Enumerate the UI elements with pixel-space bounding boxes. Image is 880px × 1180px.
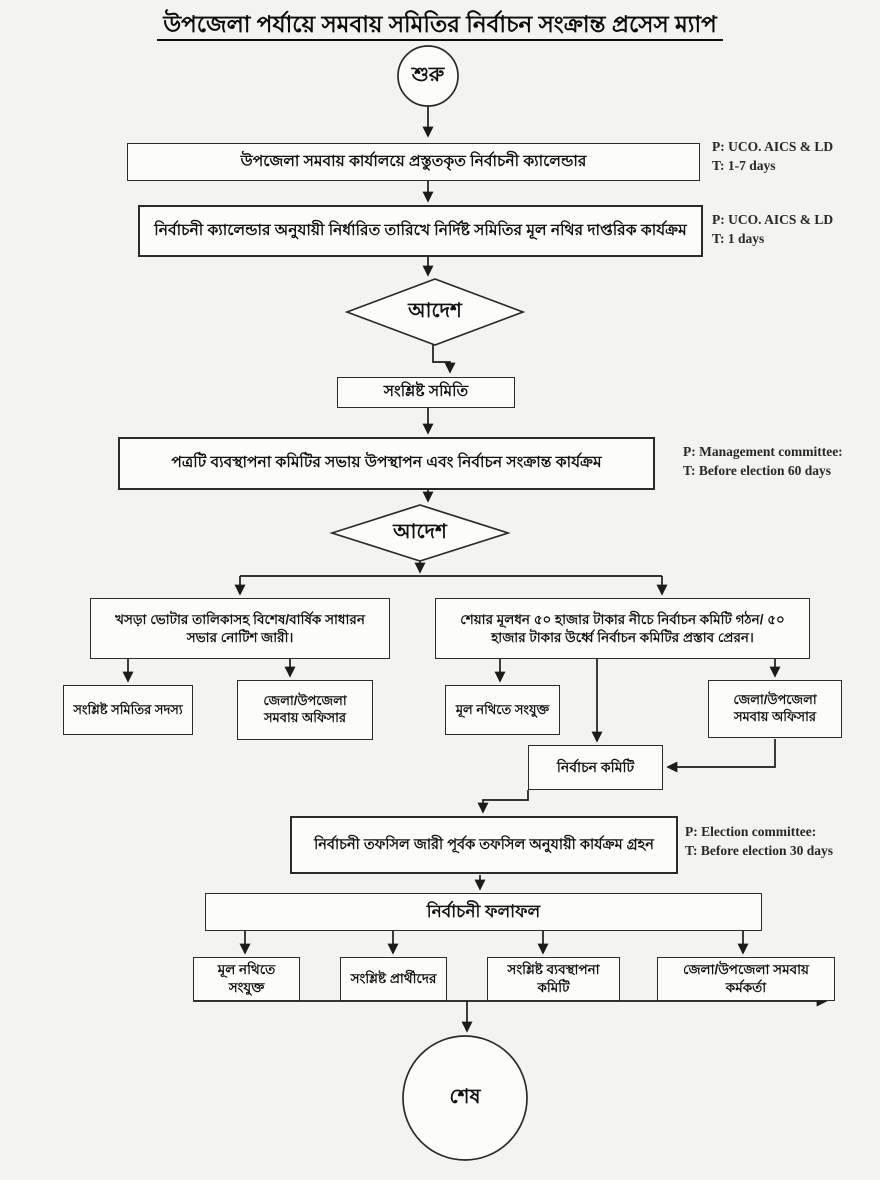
annotation-management-committee: [683, 443, 843, 481]
district-upazila-officer-box-right: জেলা/উপজেলা সমবায় অফিসার: [708, 680, 842, 738]
annotation-person-line: P: Election committee:: [685, 824, 817, 839]
election-schedule-box: নির্বাচনী তফসিল জারী পূর্বক তফসিল অনুযায়ী কার্যক্রম গ্রহন: [290, 816, 678, 874]
result-cooperative-officer-box: জেলা/উপজেলা সমবায় কর্মকর্তা: [657, 957, 835, 1001]
election-results-box: নির্বাচনী ফলাফল: [205, 893, 762, 931]
step-committee-meeting-box: পত্রটি ব্যবস্থাপনা কমিটির সভায় উপস্থাপন এবং নির্বাচন সংক্রান্ত কার্যক্রম: [118, 437, 655, 490]
step-election-calendar-box: উপজেলা সমবায় কার্যালয়ে প্রস্তুতকৃত নির্বাচনী ক্যালেন্ডার: [127, 143, 700, 181]
annotation-time-line: T: 1 days: [712, 230, 765, 246]
annotation-person-line: P: Management committee:: [683, 444, 843, 459]
decision-2-label: আদেশ: [393, 520, 447, 543]
annotation-time-line: T: Before election 30 days: [685, 842, 833, 858]
connector: [668, 739, 775, 767]
page-title-text: উপজেলা পর্যায়ে সমবায় সমিতির নির্বাচন সংক্রান্ত প্রসেস ম্যাপ: [157, 11, 723, 41]
annotation-time-line: T: Before election 60 days: [683, 462, 831, 478]
annotation-time-line: T: 1-7 days: [712, 157, 776, 173]
annotation-election-committee: [685, 823, 833, 861]
attach-main-file-box: মূল নথিতে সংযুক্ত: [445, 685, 560, 735]
annotation-calendar: [712, 138, 833, 176]
end-node-label: শেষ: [449, 1085, 481, 1108]
start-node-label: শুরু: [411, 63, 445, 86]
concerned-society-box: সংশ্লিষ্ট সমিতি: [337, 377, 515, 408]
district-upazila-officer-box-left: জেলা/উপজেলা সমবায় অফিসার: [237, 680, 373, 740]
branch-share-capital-box: শেয়ার মূলধন ৫০ হাজার টাকার নীচে নির্বাচন কমিটি গঠন/ ৫০ হাজার টাকার উর্ধ্বে নির্বাচন কমিটির প্রস্তাব প্রেরন।: [435, 598, 810, 659]
connector: [483, 790, 528, 812]
result-candidates-box: সংশ্লিষ্ট প্রার্থীদের: [340, 957, 447, 1001]
decision-1-label: আদেশ: [408, 299, 462, 322]
annotation-person-line: P: UCO. AICS & LD: [712, 212, 834, 227]
step-main-file-activity-box: নির্বাচনী ক্যালেন্ডার অনুযায়ী নির্ধারিত তারিখে নির্দিষ্ট সমিতির মূল নথির দাপ্তরিক কার্যক্রম: [138, 205, 703, 257]
connector: [433, 345, 450, 372]
result-attach-main-file-box: মূল নথিতে সংযুক্ত: [193, 957, 300, 1001]
branch-voter-list-notice-box: খসড়া ভোটার তালিকাসহ বিশেষ/বার্ষিক সাধারন সভার নোটিশ জারী।: [90, 598, 390, 659]
annotation-person-line: P: UCO. AICS & LD: [712, 139, 834, 154]
annotation-main-file: [712, 211, 833, 249]
society-member-box: সংশ্লিষ্ট সমিতির সদস্য: [63, 685, 193, 735]
result-management-committee-box: সংশ্লিষ্ট ব্যবস্থাপনা কমিটি: [487, 957, 620, 1001]
election-committee-box: নির্বাচন কমিটি: [528, 745, 663, 790]
